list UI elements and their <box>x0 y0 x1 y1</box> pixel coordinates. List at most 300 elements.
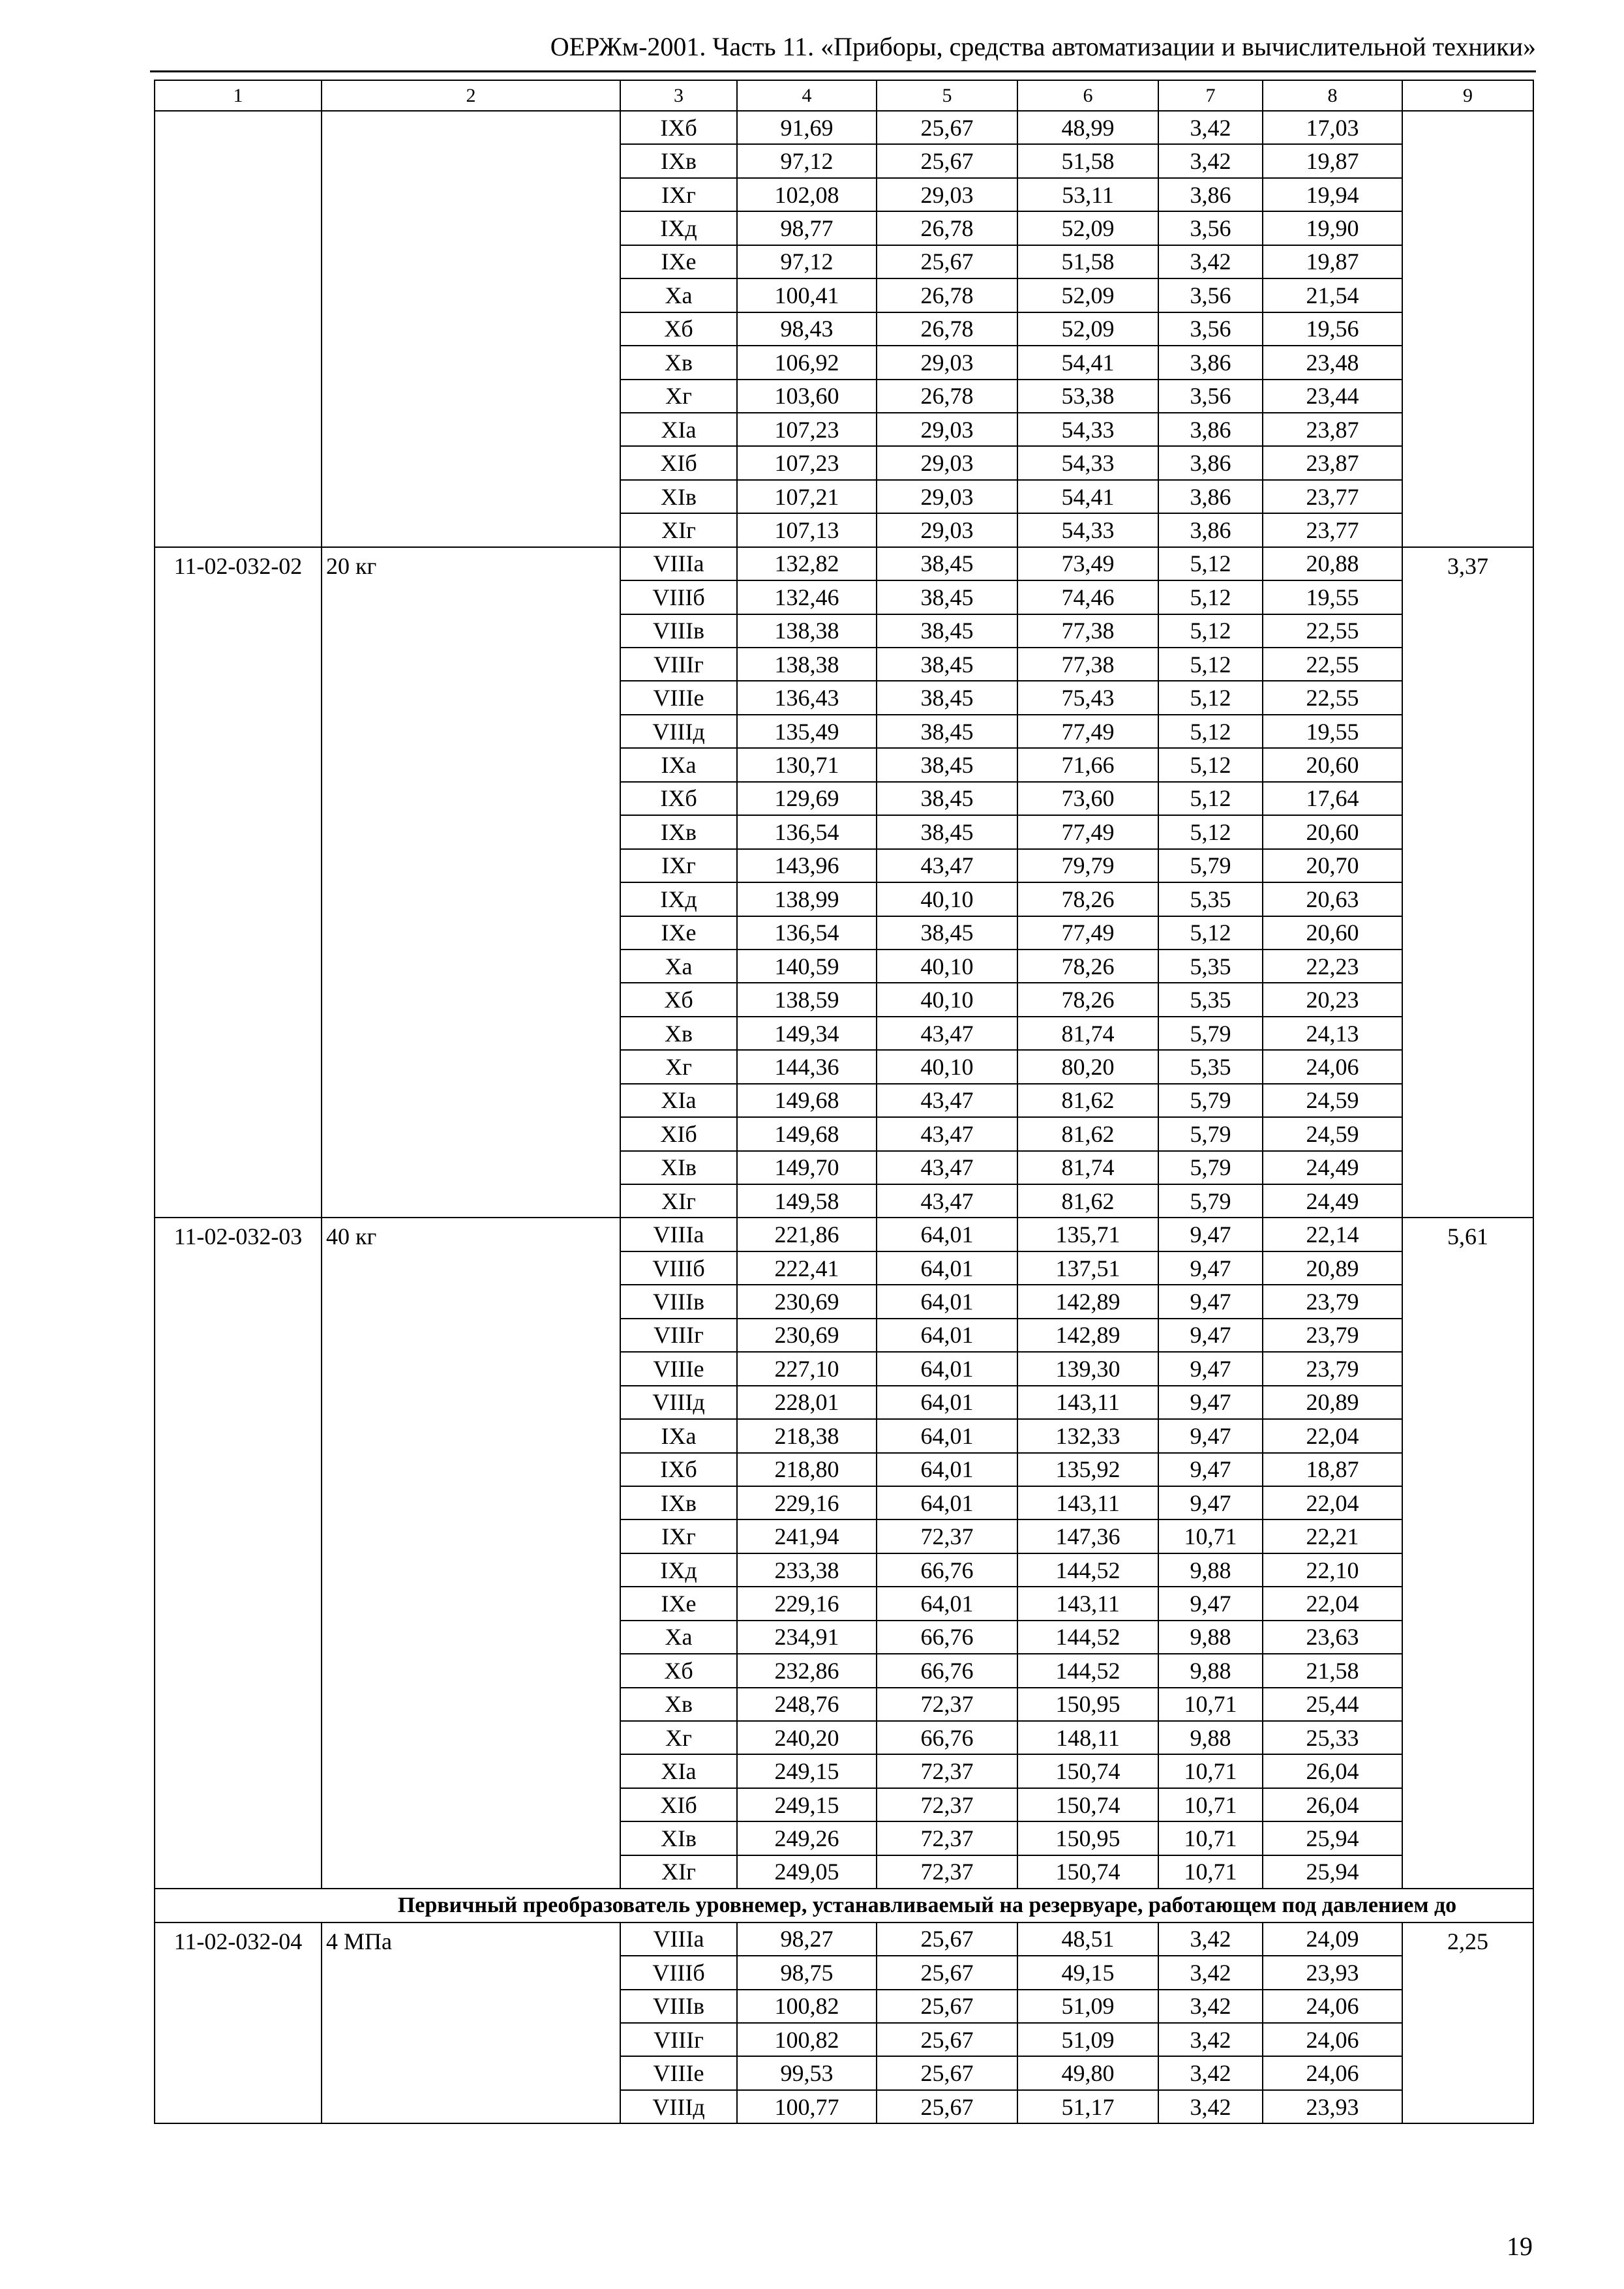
labor-cell: 29,03 <box>877 480 1017 513</box>
total-cost-cell: 240,20 <box>737 1721 877 1754</box>
machine-cell: 49,80 <box>1017 2056 1158 2089</box>
zone-cell: VIIIб <box>620 1251 737 1285</box>
materials-cell: 23,93 <box>1263 2090 1402 2123</box>
machinist-wage-cell: 10,71 <box>1158 1688 1263 1721</box>
machinist-wage-cell: 3,42 <box>1158 2023 1263 2056</box>
materials-cell: 22,21 <box>1263 1519 1402 1553</box>
labor-cell: 25,67 <box>877 1990 1017 2023</box>
labor-cell: 64,01 <box>877 1486 1017 1519</box>
labor-cell: 29,03 <box>877 413 1017 446</box>
total-cost-cell: 99,53 <box>737 2056 877 2089</box>
zone-cell: VIIIв <box>620 1990 737 2023</box>
materials-cell: 23,93 <box>1263 1956 1402 1989</box>
materials-cell: 21,54 <box>1263 278 1402 312</box>
materials-cell: 20,60 <box>1263 815 1402 848</box>
labor-cell: 26,78 <box>877 312 1017 346</box>
machine-cell: 143,11 <box>1017 1486 1158 1519</box>
labor-cell: 26,78 <box>877 380 1017 413</box>
machine-cell: 51,09 <box>1017 1990 1158 2023</box>
labor-cell: 64,01 <box>877 1285 1017 1318</box>
total-cost-cell: 249,26 <box>737 1821 877 1855</box>
materials-cell: 23,63 <box>1263 1621 1402 1654</box>
total-cost-cell: 144,36 <box>737 1050 877 1083</box>
materials-cell: 25,44 <box>1263 1688 1402 1721</box>
machine-cell: 150,95 <box>1017 1821 1158 1855</box>
column-number: 5 <box>877 80 1017 111</box>
zone-cell: XIб <box>620 446 737 479</box>
labor-cell: 29,03 <box>877 446 1017 479</box>
rates-table <box>154 80 1534 2124</box>
section-blank-cell <box>155 1889 322 1922</box>
labor-cell: 29,03 <box>877 178 1017 211</box>
zone-cell: IXе <box>620 245 737 278</box>
machine-cell: 81,62 <box>1017 1117 1158 1150</box>
machine-cell: 150,95 <box>1017 1688 1158 1721</box>
labor-cell: 29,03 <box>877 513 1017 546</box>
materials-cell: 17,03 <box>1263 111 1402 144</box>
zone-cell: XIг <box>620 1855 737 1889</box>
machinist-wage-cell: 10,71 <box>1158 1855 1263 1889</box>
total-cost-cell: 249,05 <box>737 1855 877 1889</box>
machinist-wage-cell: 5,12 <box>1158 547 1263 580</box>
zone-cell: Xб <box>620 1654 737 1687</box>
machinist-wage-cell: 9,88 <box>1158 1621 1263 1654</box>
zone-cell: VIIIг <box>620 1319 737 1352</box>
total-cost-cell: 97,12 <box>737 144 877 177</box>
table-body <box>155 80 1533 2123</box>
column-number: 4 <box>737 80 877 111</box>
machine-cell: 48,51 <box>1017 1922 1158 1956</box>
machinist-wage-cell: 10,71 <box>1158 1821 1263 1855</box>
materials-cell: 24,59 <box>1263 1084 1402 1117</box>
zone-cell: Xб <box>620 312 737 346</box>
machine-cell: 73,49 <box>1017 547 1158 580</box>
materials-cell: 24,59 <box>1263 1117 1402 1150</box>
machine-cell: 71,66 <box>1017 748 1158 781</box>
machine-cell: 81,74 <box>1017 1017 1158 1050</box>
rate-code <box>155 111 322 547</box>
materials-cell: 23,79 <box>1263 1285 1402 1318</box>
zone-cell: Xг <box>620 1721 737 1754</box>
machinist-wage-cell: 9,47 <box>1158 1453 1263 1486</box>
machine-cell: 77,49 <box>1017 815 1158 848</box>
machine-cell: 80,20 <box>1017 1050 1158 1083</box>
section-title: Первичный преобразователь уровнемер, устанавливаемый на резервуаре, работающем под давлением до <box>322 1889 1533 1922</box>
zone-cell: Xа <box>620 950 737 983</box>
machine-cell: 144,52 <box>1017 1553 1158 1587</box>
total-cost-cell: 98,75 <box>737 1956 877 1989</box>
total-cost-cell: 140,59 <box>737 950 877 983</box>
zone-cell: IXд <box>620 211 737 245</box>
labor-cell: 38,45 <box>877 614 1017 648</box>
machinist-wage-cell: 9,47 <box>1158 1218 1263 1251</box>
machinist-wage-cell: 3,56 <box>1158 278 1263 312</box>
zone-cell: Xа <box>620 1621 737 1654</box>
zone-cell: XIг <box>620 513 737 546</box>
machinist-wage-cell: 9,47 <box>1158 1386 1263 1419</box>
machine-cell: 142,89 <box>1017 1319 1158 1352</box>
zone-cell: VIIIа <box>620 1922 737 1956</box>
machinist-wage-cell: 3,42 <box>1158 2090 1263 2123</box>
total-cost-cell: 136,54 <box>737 815 877 848</box>
machine-cell: 74,46 <box>1017 580 1158 614</box>
zone-cell: IXб <box>620 111 737 144</box>
zone-cell: XIв <box>620 1821 737 1855</box>
machine-cell: 77,49 <box>1017 916 1158 950</box>
total-cost-cell: 138,59 <box>737 983 877 1016</box>
total-cost-cell: 232,86 <box>737 1654 877 1687</box>
machine-cell: 148,11 <box>1017 1721 1158 1754</box>
labor-cell: 38,45 <box>877 648 1017 681</box>
machine-cell: 52,09 <box>1017 278 1158 312</box>
header-rule <box>150 70 1536 72</box>
machinist-wage-cell: 10,71 <box>1158 1519 1263 1553</box>
materials-cell: 17,64 <box>1263 782 1402 815</box>
labor-hours-cell: 3,37 <box>1402 547 1533 1218</box>
labor-cell: 40,10 <box>877 882 1017 916</box>
column-number: 1 <box>155 80 322 111</box>
labor-cell: 26,78 <box>877 211 1017 245</box>
machine-cell: 53,38 <box>1017 380 1158 413</box>
materials-cell: 20,89 <box>1263 1251 1402 1285</box>
total-cost-cell: 222,41 <box>737 1251 877 1285</box>
materials-cell: 24,06 <box>1263 2056 1402 2089</box>
machine-cell: 51,58 <box>1017 245 1158 278</box>
materials-cell: 24,06 <box>1263 2023 1402 2056</box>
rate-code: 11-02-032-04 <box>155 1922 322 2124</box>
table-row <box>155 547 1533 580</box>
zone-cell: XIв <box>620 1151 737 1184</box>
machine-cell: 150,74 <box>1017 1788 1158 1821</box>
machinist-wage-cell: 5,79 <box>1158 849 1263 882</box>
materials-cell: 20,89 <box>1263 1386 1402 1419</box>
materials-cell: 26,04 <box>1263 1788 1402 1821</box>
total-cost-cell: 107,13 <box>737 513 877 546</box>
labor-cell: 38,45 <box>877 681 1017 714</box>
materials-cell: 23,79 <box>1263 1319 1402 1352</box>
machinist-wage-cell: 3,86 <box>1158 178 1263 211</box>
labor-cell: 64,01 <box>877 1352 1017 1385</box>
machine-cell: 144,52 <box>1017 1621 1158 1654</box>
materials-cell: 22,04 <box>1263 1419 1402 1452</box>
total-cost-cell: 230,69 <box>737 1285 877 1318</box>
zone-cell: XIб <box>620 1788 737 1821</box>
machinist-wage-cell: 3,42 <box>1158 1922 1263 1956</box>
machine-cell: 77,38 <box>1017 614 1158 648</box>
total-cost-cell: 98,77 <box>737 211 877 245</box>
machine-cell: 51,17 <box>1017 2090 1158 2123</box>
machine-cell: 81,74 <box>1017 1151 1158 1184</box>
total-cost-cell: 229,16 <box>737 1587 877 1620</box>
machinist-wage-cell: 3,86 <box>1158 346 1263 379</box>
machine-cell: 52,09 <box>1017 312 1158 346</box>
zone-cell: VIIIд <box>620 2090 737 2123</box>
machinist-wage-cell: 5,12 <box>1158 748 1263 781</box>
machinist-wage-cell: 5,12 <box>1158 580 1263 614</box>
total-cost-cell: 228,01 <box>737 1386 877 1419</box>
materials-cell: 19,56 <box>1263 312 1402 346</box>
zone-cell: IXв <box>620 815 737 848</box>
labor-cell: 64,01 <box>877 1319 1017 1352</box>
machinist-wage-cell: 9,47 <box>1158 1486 1263 1519</box>
labor-hours-cell: 2,25 <box>1402 1922 1533 2124</box>
materials-cell: 23,87 <box>1263 413 1402 446</box>
zone-cell: XIг <box>620 1184 737 1218</box>
total-cost-cell: 132,82 <box>737 547 877 580</box>
zone-cell: VIIIа <box>620 547 737 580</box>
zone-cell: VIIIа <box>620 1218 737 1251</box>
materials-cell: 19,90 <box>1263 211 1402 245</box>
materials-cell: 22,14 <box>1263 1218 1402 1251</box>
machine-cell: 78,26 <box>1017 950 1158 983</box>
labor-cell: 25,67 <box>877 2023 1017 2056</box>
machinist-wage-cell: 3,42 <box>1158 245 1263 278</box>
zone-cell: VIIIд <box>620 715 737 748</box>
labor-cell: 25,67 <box>877 111 1017 144</box>
zone-cell: VIIIе <box>620 2056 737 2089</box>
machine-cell: 78,26 <box>1017 882 1158 916</box>
labor-cell: 43,47 <box>877 1117 1017 1150</box>
labor-cell: 64,01 <box>877 1419 1017 1452</box>
total-cost-cell: 149,68 <box>737 1084 877 1117</box>
labor-cell: 38,45 <box>877 782 1017 815</box>
zone-cell: IXв <box>620 144 737 177</box>
total-cost-cell: 107,23 <box>737 413 877 446</box>
labor-cell: 66,76 <box>877 1621 1017 1654</box>
total-cost-cell: 149,70 <box>737 1151 877 1184</box>
materials-cell: 24,49 <box>1263 1184 1402 1218</box>
labor-cell: 26,78 <box>877 278 1017 312</box>
materials-cell: 21,58 <box>1263 1654 1402 1687</box>
labor-cell: 25,67 <box>877 245 1017 278</box>
materials-cell: 19,94 <box>1263 178 1402 211</box>
machinist-wage-cell: 5,35 <box>1158 950 1263 983</box>
machinist-wage-cell: 5,12 <box>1158 916 1263 950</box>
machine-cell: 143,11 <box>1017 1386 1158 1419</box>
machinist-wage-cell: 9,88 <box>1158 1654 1263 1687</box>
machine-cell: 147,36 <box>1017 1519 1158 1553</box>
zone-cell: Xв <box>620 1688 737 1721</box>
materials-cell: 19,87 <box>1263 245 1402 278</box>
machine-cell: 54,33 <box>1017 513 1158 546</box>
labor-cell: 38,45 <box>877 547 1017 580</box>
labor-cell: 38,45 <box>877 580 1017 614</box>
materials-cell: 22,04 <box>1263 1587 1402 1620</box>
total-cost-cell: 107,23 <box>737 446 877 479</box>
machinist-wage-cell: 3,56 <box>1158 380 1263 413</box>
total-cost-cell: 249,15 <box>737 1788 877 1821</box>
labor-cell: 66,76 <box>877 1721 1017 1754</box>
labor-cell: 25,67 <box>877 1922 1017 1956</box>
machinist-wage-cell: 5,79 <box>1158 1084 1263 1117</box>
machinist-wage-cell: 5,12 <box>1158 782 1263 815</box>
machinist-wage-cell: 3,56 <box>1158 211 1263 245</box>
materials-cell: 20,63 <box>1263 882 1402 916</box>
machinist-wage-cell: 10,71 <box>1158 1754 1263 1788</box>
total-cost-cell: 129,69 <box>737 782 877 815</box>
labor-hours-cell <box>1402 111 1533 547</box>
machinist-wage-cell: 5,35 <box>1158 983 1263 1016</box>
column-number: 2 <box>322 80 620 111</box>
materials-cell: 24,13 <box>1263 1017 1402 1050</box>
machinist-wage-cell: 3,42 <box>1158 144 1263 177</box>
labor-cell: 43,47 <box>877 1084 1017 1117</box>
machinist-wage-cell: 9,47 <box>1158 1419 1263 1452</box>
total-cost-cell: 138,38 <box>737 614 877 648</box>
labor-cell: 72,37 <box>877 1788 1017 1821</box>
labor-cell: 38,45 <box>877 815 1017 848</box>
total-cost-cell: 248,76 <box>737 1688 877 1721</box>
labor-cell: 25,67 <box>877 1956 1017 1989</box>
total-cost-cell: 132,46 <box>737 580 877 614</box>
machine-cell: 137,51 <box>1017 1251 1158 1285</box>
machinist-wage-cell: 3,42 <box>1158 111 1263 144</box>
total-cost-cell: 149,58 <box>737 1184 877 1218</box>
zone-cell: IXе <box>620 916 737 950</box>
materials-cell: 22,10 <box>1263 1553 1402 1587</box>
labor-cell: 43,47 <box>877 1151 1017 1184</box>
total-cost-cell: 136,43 <box>737 681 877 714</box>
machine-cell: 81,62 <box>1017 1184 1158 1218</box>
machine-cell: 77,38 <box>1017 648 1158 681</box>
zone-cell: Xг <box>620 1050 737 1083</box>
machine-cell: 79,79 <box>1017 849 1158 882</box>
labor-cell: 40,10 <box>877 950 1017 983</box>
page-number: 19 <box>1507 2232 1533 2261</box>
materials-cell: 20,60 <box>1263 916 1402 950</box>
materials-cell: 22,04 <box>1263 1486 1402 1519</box>
machinist-wage-cell: 5,79 <box>1158 1017 1263 1050</box>
machine-cell: 150,74 <box>1017 1754 1158 1788</box>
column-number: 6 <box>1017 80 1158 111</box>
machine-cell: 150,74 <box>1017 1855 1158 1889</box>
machine-cell: 54,41 <box>1017 346 1158 379</box>
table-row <box>155 1218 1533 1251</box>
materials-cell: 24,49 <box>1263 1151 1402 1184</box>
labor-cell: 40,10 <box>877 983 1017 1016</box>
total-cost-cell: 149,34 <box>737 1017 877 1050</box>
labor-cell: 72,37 <box>877 1688 1017 1721</box>
labor-cell: 25,67 <box>877 144 1017 177</box>
machinist-wage-cell: 3,86 <box>1158 413 1263 446</box>
materials-cell: 20,23 <box>1263 983 1402 1016</box>
materials-cell: 23,44 <box>1263 380 1402 413</box>
zone-cell: VIIIе <box>620 1352 737 1385</box>
materials-cell: 23,87 <box>1263 446 1402 479</box>
machine-cell: 54,41 <box>1017 480 1158 513</box>
zone-cell: IXа <box>620 748 737 781</box>
machine-cell: 135,71 <box>1017 1218 1158 1251</box>
materials-cell: 25,33 <box>1263 1721 1402 1754</box>
rate-code: 11-02-032-02 <box>155 547 322 1218</box>
zone-cell: IXб <box>620 1453 737 1486</box>
labor-cell: 64,01 <box>877 1386 1017 1419</box>
zone-cell: XIа <box>620 1084 737 1117</box>
materials-cell: 24,09 <box>1263 1922 1402 1956</box>
zone-cell: VIIIв <box>620 614 737 648</box>
zone-cell: VIIIе <box>620 681 737 714</box>
total-cost-cell: 98,27 <box>737 1922 877 1956</box>
total-cost-cell: 241,94 <box>737 1519 877 1553</box>
materials-cell: 20,70 <box>1263 849 1402 882</box>
labor-cell: 43,47 <box>877 1017 1017 1050</box>
machinist-wage-cell: 3,42 <box>1158 1956 1263 1989</box>
total-cost-cell: 136,54 <box>737 916 877 950</box>
item-name: 4 МПа <box>322 1922 620 2124</box>
machinist-wage-cell: 9,88 <box>1158 1553 1263 1587</box>
machinist-wage-cell: 3,42 <box>1158 1990 1263 2023</box>
labor-cell: 64,01 <box>877 1218 1017 1251</box>
materials-cell: 19,87 <box>1263 144 1402 177</box>
machinist-wage-cell: 5,12 <box>1158 614 1263 648</box>
zone-cell: Xв <box>620 346 737 379</box>
machinist-wage-cell: 5,35 <box>1158 882 1263 916</box>
labor-cell: 40,10 <box>877 1050 1017 1083</box>
materials-cell: 22,55 <box>1263 614 1402 648</box>
zone-cell: IXа <box>620 1419 737 1452</box>
column-number: 3 <box>620 80 737 111</box>
machine-cell: 139,30 <box>1017 1352 1158 1385</box>
machinist-wage-cell: 3,86 <box>1158 446 1263 479</box>
page-header: ОЕРЖм-2001. Часть 11. «Приборы, средства автоматизации и вычислительной техники» <box>550 32 1536 61</box>
column-number: 8 <box>1263 80 1402 111</box>
total-cost-cell: 249,15 <box>737 1754 877 1788</box>
materials-cell: 22,55 <box>1263 681 1402 714</box>
zone-cell: Xг <box>620 380 737 413</box>
materials-cell: 20,60 <box>1263 748 1402 781</box>
total-cost-cell: 218,38 <box>737 1419 877 1452</box>
zone-cell: IXе <box>620 1587 737 1620</box>
total-cost-cell: 135,49 <box>737 715 877 748</box>
labor-cell: 66,76 <box>877 1654 1017 1687</box>
machinist-wage-cell: 9,88 <box>1158 1721 1263 1754</box>
machinist-wage-cell: 5,12 <box>1158 815 1263 848</box>
zone-cell: Xа <box>620 278 737 312</box>
machine-cell: 132,33 <box>1017 1419 1158 1452</box>
table-row <box>155 1922 1533 1956</box>
machine-cell: 54,33 <box>1017 446 1158 479</box>
total-cost-cell: 143,96 <box>737 849 877 882</box>
labor-cell: 64,01 <box>877 1453 1017 1486</box>
zone-cell: IXг <box>620 849 737 882</box>
zone-cell: IXг <box>620 178 737 211</box>
machinist-wage-cell: 5,12 <box>1158 715 1263 748</box>
zone-cell: IXд <box>620 882 737 916</box>
zone-cell: VIIIв <box>620 1285 737 1318</box>
total-cost-cell: 102,08 <box>737 178 877 211</box>
labor-cell: 66,76 <box>877 1553 1017 1587</box>
machine-cell: 75,43 <box>1017 681 1158 714</box>
labor-cell: 64,01 <box>877 1587 1017 1620</box>
total-cost-cell: 230,69 <box>737 1319 877 1352</box>
materials-cell: 19,55 <box>1263 715 1402 748</box>
section-row <box>155 1889 1533 1922</box>
total-cost-cell: 221,86 <box>737 1218 877 1251</box>
machine-cell: 54,33 <box>1017 413 1158 446</box>
total-cost-cell: 98,43 <box>737 312 877 346</box>
total-cost-cell: 227,10 <box>737 1352 877 1385</box>
materials-cell: 22,23 <box>1263 950 1402 983</box>
column-number-row <box>155 80 1533 111</box>
labor-cell: 72,37 <box>877 1855 1017 1889</box>
materials-cell: 20,88 <box>1263 547 1402 580</box>
zone-cell: IXб <box>620 782 737 815</box>
machinist-wage-cell: 9,47 <box>1158 1352 1263 1385</box>
machinist-wage-cell: 5,35 <box>1158 1050 1263 1083</box>
column-number: 7 <box>1158 80 1263 111</box>
machine-cell: 77,49 <box>1017 715 1158 748</box>
total-cost-cell: 97,12 <box>737 245 877 278</box>
